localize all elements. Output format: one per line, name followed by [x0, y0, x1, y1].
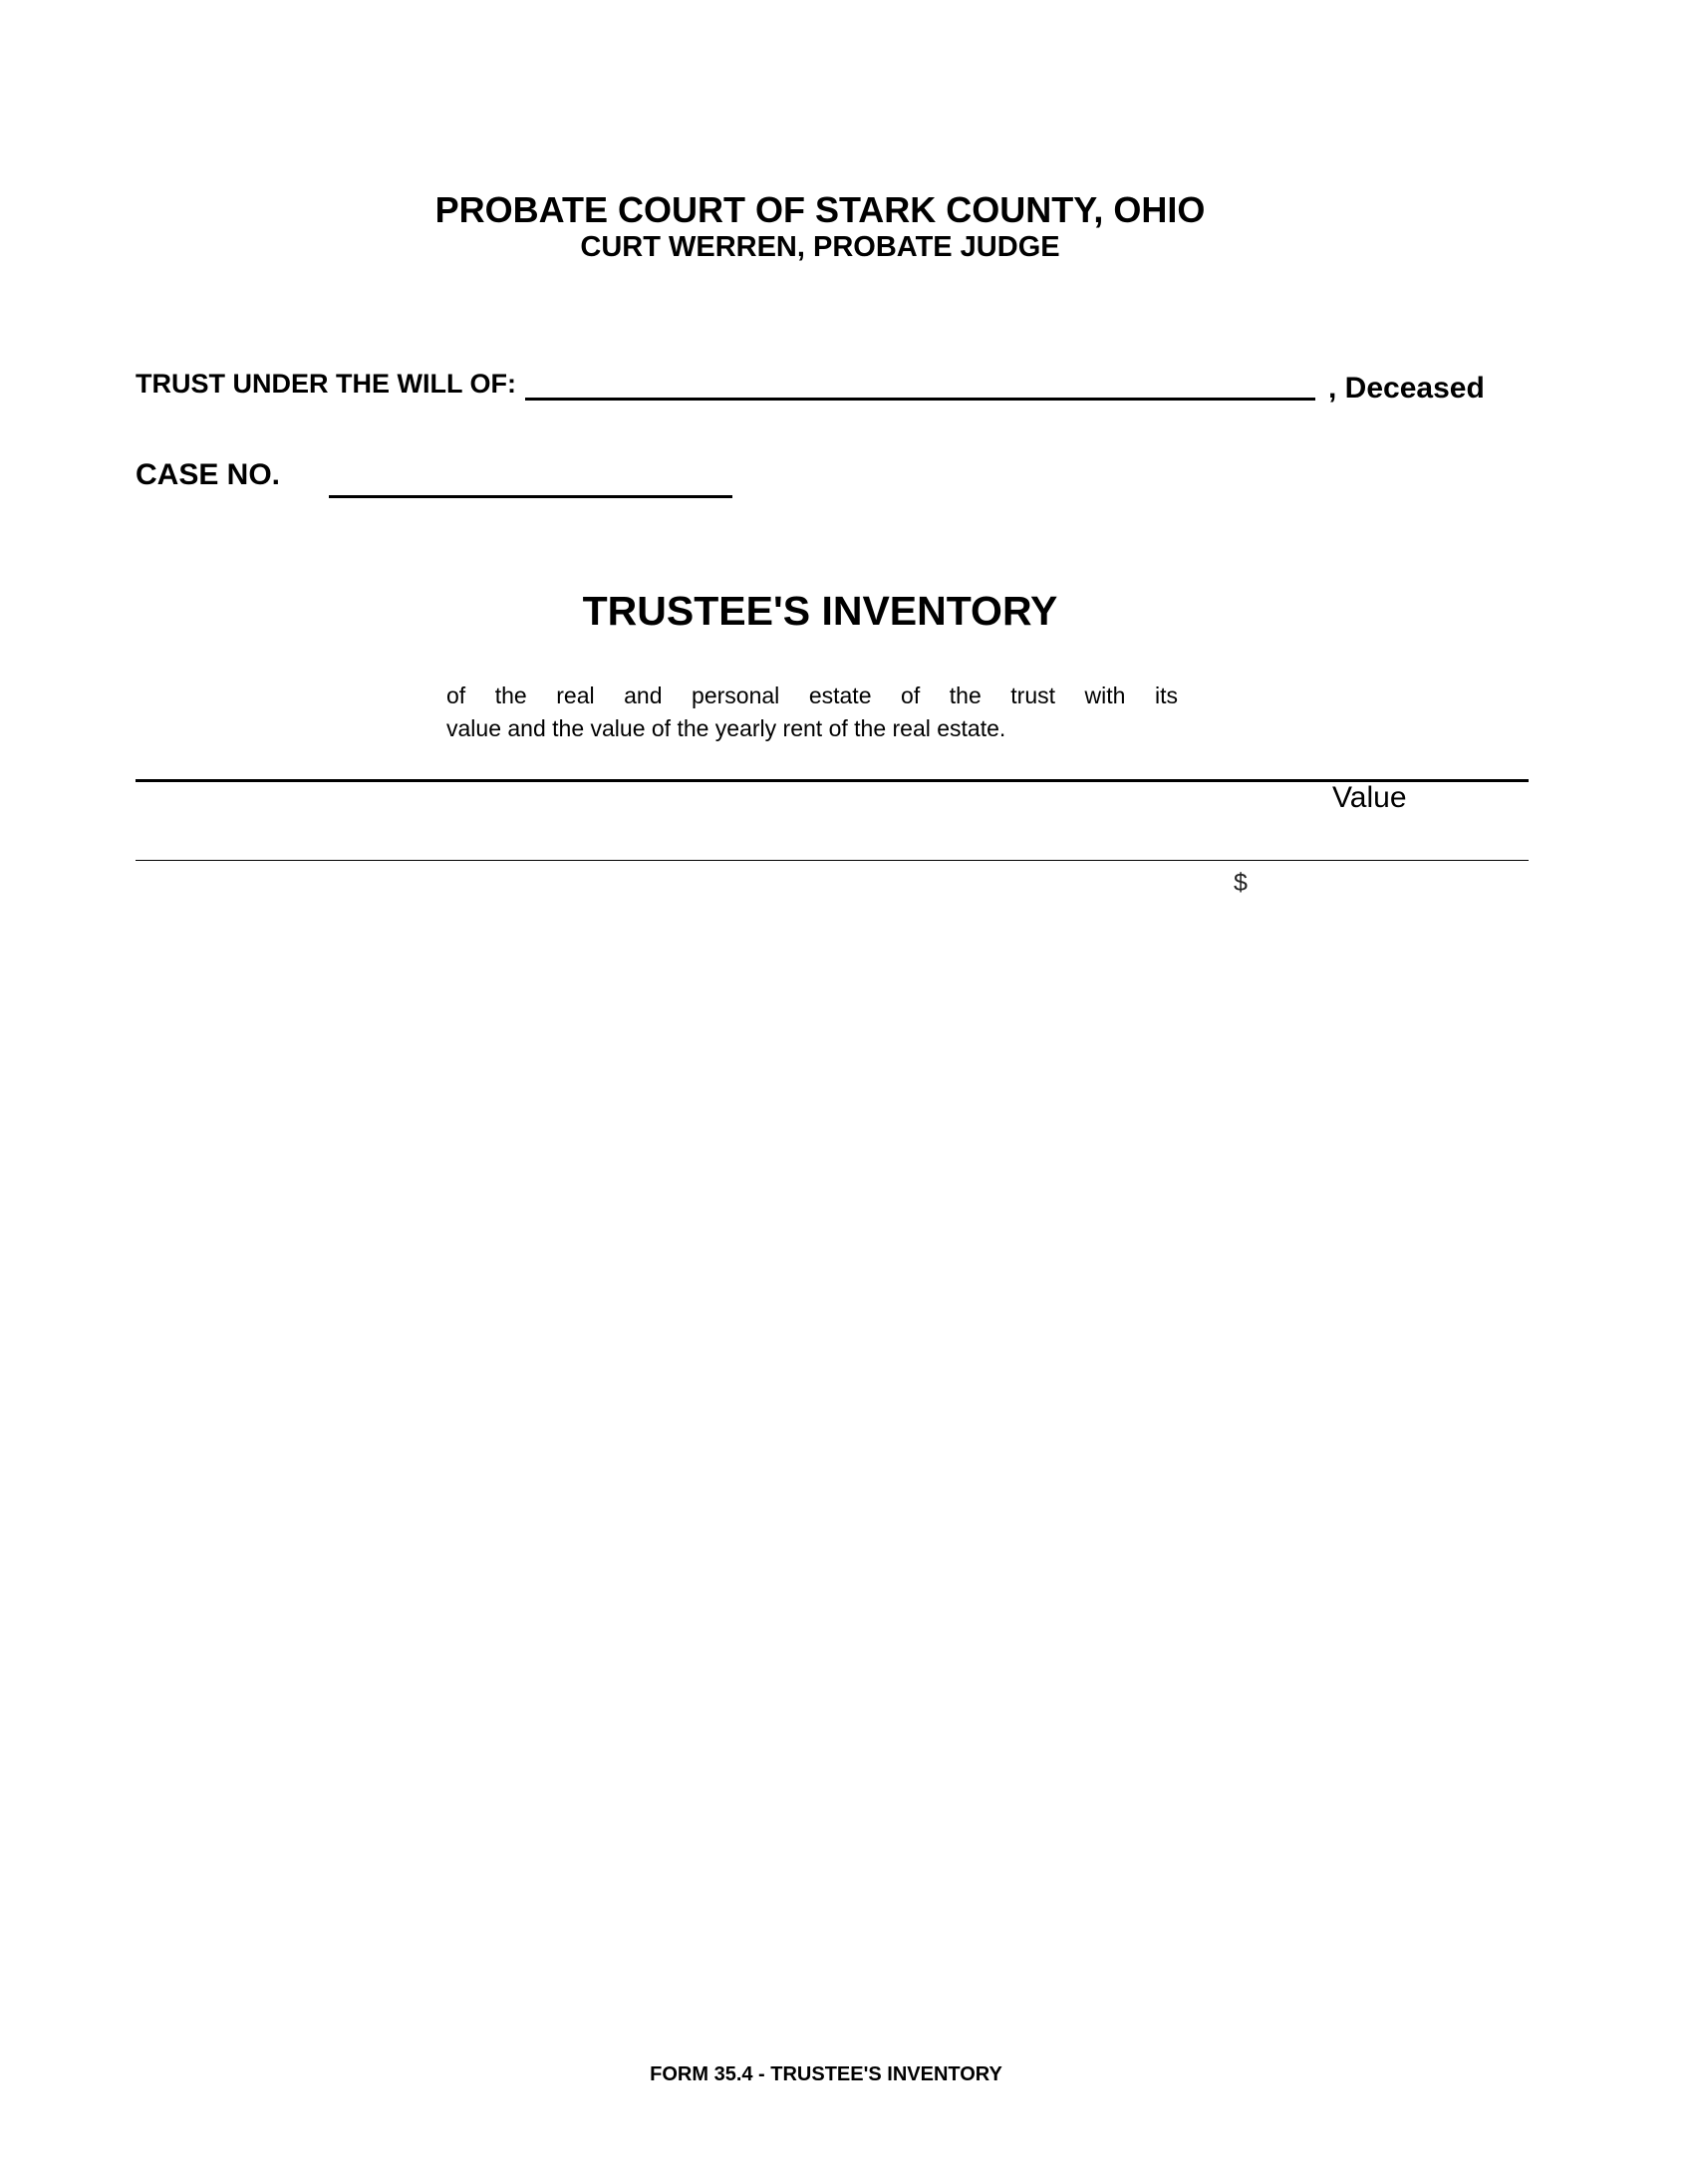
currency-symbol: $	[1234, 869, 1248, 897]
document-title: TRUSTEE'S INVENTORY	[582, 588, 1058, 634]
document-description	[446, 680, 1178, 745]
table-top-rule	[136, 779, 1529, 782]
description-line-2: value and the value of the yearly rent of the real estate.	[446, 715, 1006, 741]
trust-name-field[interactable]	[525, 367, 1315, 401]
form-footer: FORM 35.4 - TRUSTEE'S INVENTORY	[650, 2063, 1002, 2085]
deceased-label: , Deceased	[1328, 372, 1485, 405]
judge-name: CURT WERREN, PROBATE JUDGE	[580, 231, 1060, 263]
case-label: CASE NO.	[136, 458, 281, 491]
description-line-1: of the real and personal estate of the trust with its	[446, 682, 1178, 708]
case-number-field[interactable]	[329, 462, 732, 496]
court-name: PROBATE COURT OF STARK COUNTY, OHIO	[434, 189, 1206, 230]
value-column-header: Value	[1332, 781, 1407, 814]
trust-name-underline	[525, 398, 1315, 401]
table-header-rule	[136, 860, 1529, 861]
trust-label: TRUST UNDER THE WILL OF:	[136, 369, 516, 399]
case-number-underline	[329, 495, 732, 498]
